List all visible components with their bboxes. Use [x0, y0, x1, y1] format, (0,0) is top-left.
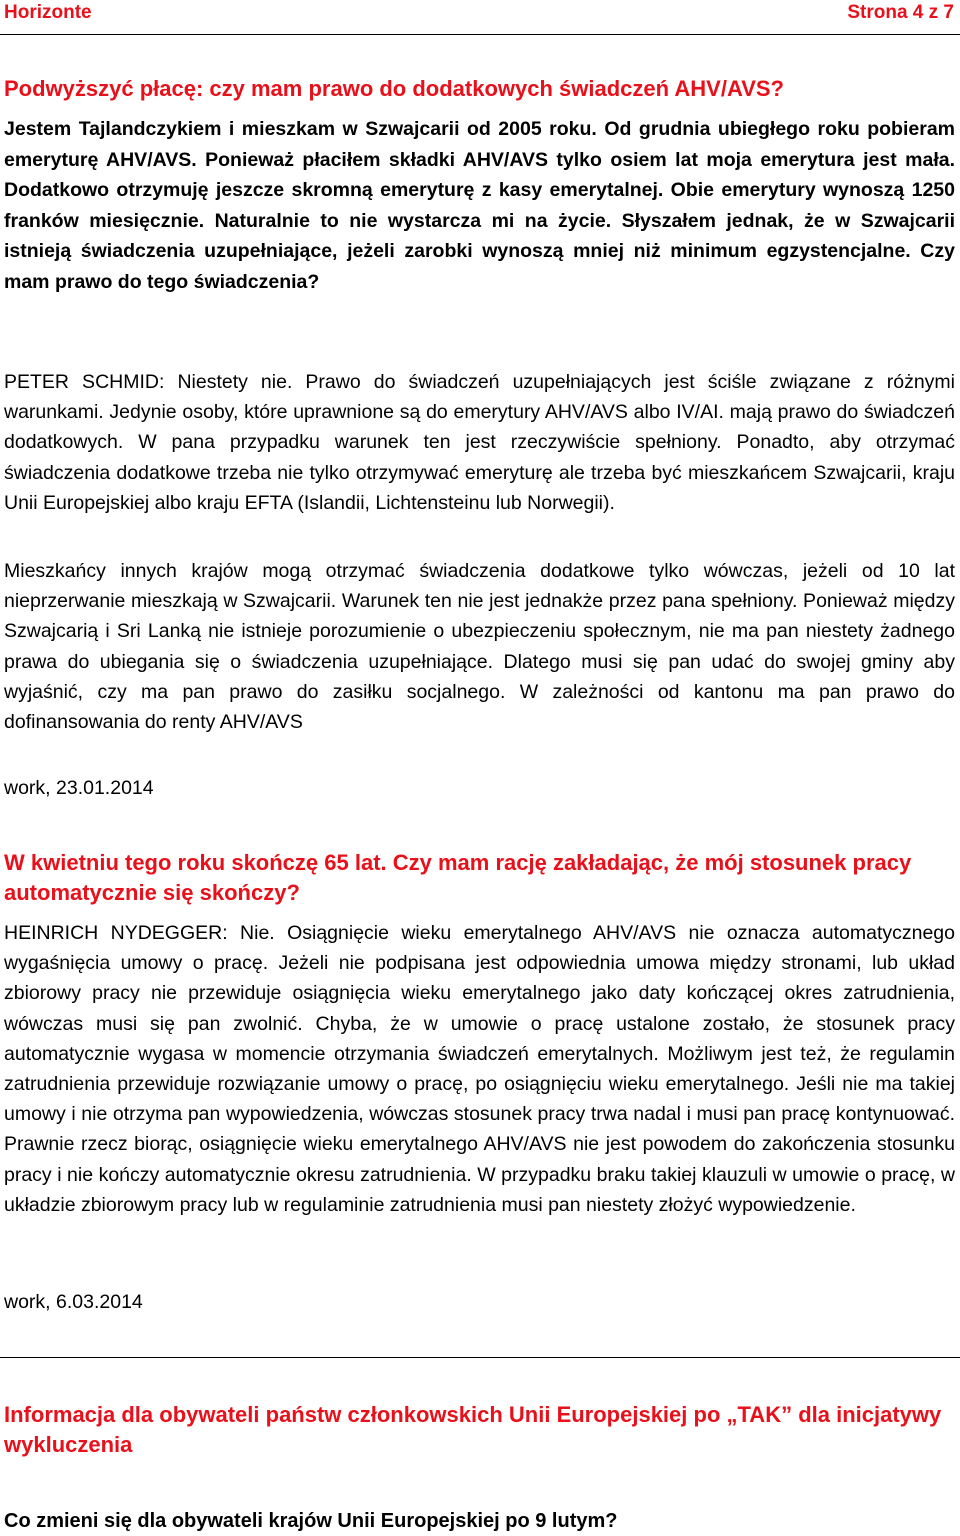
article-1-answer-block [4, 367, 955, 518]
article-1-question-block [4, 114, 955, 297]
article-2-answer: HEINRICH NYDEGGER: Nie. Osiągnięcie wieku emerytalnego AHV/AVS nie oznacza automatycznego wygaśnięcia umowy o pracę. Jeżeli nie podpisana jest odpowiednia umowa między stronami, lub układ zbiorowy pracy nie przewiduje osiągnięcia wieku emerytalnego jako daty kończącej okres zatrudnienia, wówczas musi się pan zwolnić. Chyba, że w umowie o pracę ustalone zostało, że stosunek pracy automatycznie wygasa w momencie otrzymania świadczeń emerytalnych. Możliwym jest też, że regulamin zatrudnienia przewiduje rozwiązanie umowy o pracę, po osiągnięciu wieku emerytalnego. Jeśli nie ma takiej umowy i nie otrzyma pan wypowiedzenia, wówczas stosunek pracy trwa nadal i musi pan pracę kontynuować. Prawnie rzecz biorąc, osiągnięcie wieku emerytalnego AHV/AVS nie jest powodem do zakończenia stosunku pracy i nie kończy automatycznie okresu zatrudnienia. W przypadku braku takiej klauzuli w umowie o pracę, w układzie zbiorowym pracy lub w regulaminie zatrudnienia musi pan niestety złożyć wypowiedzenie. [4, 922, 955, 1216]
article-1-answer-block-2 [4, 556, 955, 737]
article-1 [4, 74, 955, 104]
article-1-source-block [4, 773, 955, 803]
header-left: Horizonte [4, 2, 92, 23]
section-divider [0, 1357, 960, 1358]
section-3-question: Co zmieni się dla obywateli krajów Unii Europejskiej po 9 lutym? [4, 1510, 618, 1532]
article-2 [4, 848, 955, 908]
article-2-answer-block [4, 918, 955, 1220]
section-3-title: Informacja dla obywateli państw członkowskich Unii Europejskiej po „TAK” dla inicjatywy wykluczenia [4, 1402, 942, 1457]
article-1-question: Jestem Tajlandczykiem i mieszkam w Szwajcarii od 2005 roku. Od grudnia ubiegłego roku pobieram emeryturę AHV/AVS. Ponieważ płaciłem składki AHV/AVS tylko osiem lat moja emerytura jest mała. Dodatkowo otrzymuję jeszcze skromną emeryturę z kasy emerytalnej. Obie emerytury wynoszą 1250 franków miesięcznie. Naturalnie to nie wystarcza mi na życie. Słyszałem jednak, że w Szwajcarii istnieją świadczenia uzupełniające, jeżeli zarobki wynoszą mniej niż minimum egzystencjalne. Czy mam prawo do tego świadczenia? [4, 118, 955, 293]
section-3 [4, 1400, 955, 1460]
article-1-answer-p2: Mieszkańcy innych krajów mogą otrzymać świadczenia dodatkowe tylko wówczas, jeżeli od 10 lat nieprzerwanie mieszkają w Szwajcarii. Warunek ten nie jest jednakże przez pana spełniony. Ponieważ między Szwajcarią i Sri Lanką nie istnieje porozumienie o ubezpieczeniu społecznym, nie ma pan niestety żadnego prawa do ubiegania się o świadczenia uzupełniające. Dlatego musi się pan udać do swojej gminy aby wyjaśnić, czy ma pan prawo do zasiłku socjalnego. W zależności od kantonu ma pan prawo do dofinansowania do renty AHV/AVS [4, 560, 955, 734]
article-1-title: Podwyższyć płacę: czy mam prawo do dodatkowych świadczeń AHV/AVS? [4, 76, 784, 101]
section-3-question-block [4, 1506, 955, 1536]
article-1-answer-p1: PETER SCHMID: Niestety nie. Prawo do świadczeń uzupełniających jest ściśle związane z różnymi warunkami. Jedynie osoby, które uprawnione są do emerytury AHV/AVS albo IV/AI. mają prawo do świadczeń dodatkowych. W pana przypadku warunek ten jest rzeczywiście spełniony. Ponadto, aby otrzymać świadczenia dodatkowe trzeba nie tylko otrzymywać emeryturę ale trzeba być mieszkańcem Szwajcarii, kraju Unii Europejskiej albo kraju EFTA (Islandii, Lichtensteinu lub Norwegii). [4, 371, 955, 514]
article-2-title: W kwietniu tego roku skończę 65 lat. Czy mam rację zakładając, że mój stosunek pracy automatycznie się skończy? [4, 850, 912, 905]
article-2-source-block [4, 1287, 955, 1317]
page-number: Strona 4 z 7 [847, 2, 954, 23]
header-divider [0, 34, 960, 35]
article-1-source: work, 23.01.2014 [4, 777, 154, 799]
article-2-source: work, 6.03.2014 [4, 1291, 143, 1313]
